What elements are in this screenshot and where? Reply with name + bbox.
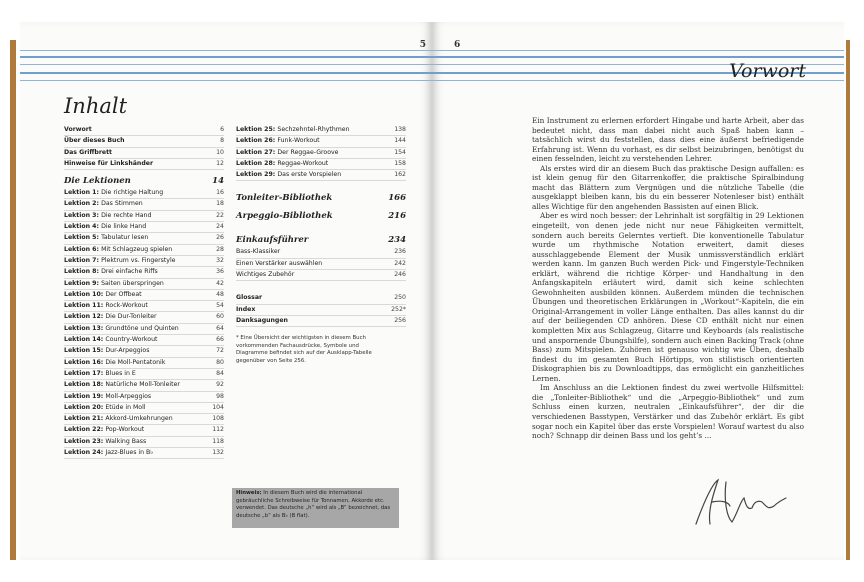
toc-end-row <box>236 293 406 304</box>
header-rule <box>20 56 432 58</box>
toc-lesson-row <box>236 125 406 136</box>
toc-entry-label: Lektion 22: Pop-Workout <box>64 426 145 434</box>
toc-lesson-row <box>64 290 224 301</box>
toc-lesson-row <box>64 279 224 290</box>
toc-front-row <box>64 159 224 170</box>
toc-lessons-list <box>64 188 224 459</box>
toc-entry-page: 16 <box>216 189 224 197</box>
toc-lesson-row <box>64 414 224 425</box>
toc-entry-label: Lektion 21: Akkord-Umkehrungen <box>64 415 173 423</box>
vorwort-paragraph: Ein Instrument zu erlernen erfordert Hingabe und harte Arbeit, aber das bedeutet nicht, dass man dabei nicht auch Spaß haben kann – tatsächlich wirst du feststellen, dass dies eine äußerst befriedigende Erfahrung ist. Wenn du vorhast, es dir selbst beizubringen, benötigst du einen fesselnden, leicht zu verstehenden Lehrer. <box>532 116 804 164</box>
toc-entry-label: Lektion 1: Die richtige Haltung <box>64 189 164 197</box>
toc-entry-label: Lektion 27: Der Reggae-Groove <box>236 148 339 156</box>
toc-lesson-row <box>64 267 224 278</box>
toc-entry-label: Das Griffbrett <box>64 148 113 156</box>
open-book <box>20 22 844 560</box>
toc-entry-page: 54 <box>216 302 224 310</box>
toc-entry-page: 60 <box>216 313 224 321</box>
toc-section-einkauf <box>236 233 406 247</box>
toc-lessons-list-2 <box>236 125 406 181</box>
toc-entry-label: Bass-Klassiker <box>236 248 281 256</box>
toc-lesson-row <box>64 346 224 357</box>
toc-entry-label: Glossar <box>236 294 263 302</box>
vorwort-paragraph: Aber es wird noch besser: der Lehrinhalt ist sorgfältig in 29 Lektionen eingeteilt, von denen jede nicht nur neue Fähigkeiten vermittelt, sondern auch bereits Gelerntes vertieft. Die konventionelle Tabulatur wurde um rhythmische Notation erweitert, damit dieses ausschlaggebende Element der Musik unmissverständlich erklärt werden kann. Im ganzen Buch werden Pick- und Fingerstyle-Techniken erklärt, während die richtige Körper- und Handhaltung in den Anfangskapiteln erläutert wird, damit sich keine schlechten Gewohnheiten ausbilden können. Außerdem münden die technischen Übungen und theoretischen Erklärungen in „Workout“-Kapiteln, die ein Original-Arrangement in voller Länge enthalten. Das alles kannst du dir auf der beiliegenden CD anhören. Diese CD enthält nicht nur einen kompletten Mix aus Schlagzeug, Gitarre und Keyboards (als realistische und anspornende Übungshilfe), sondern auch einen Backing Track (ohne Bass) zum Mitspielen. Zuhören ist genauso wichtig wie Üben, deshalb findest du im gesamten Buch Hörtipps, von stilistisch orientierten Diskographien bis zu Downloadtipps, das ermöglicht ein ganzheitliches Lernen. <box>532 211 804 383</box>
toc-entry-label: Lektion 26: Funk-Workout <box>236 137 320 145</box>
toc-entry-label: Lektion 8: Drei einfache Riffs <box>64 268 158 276</box>
signature-icon <box>682 472 792 532</box>
toc-section-lektionen <box>64 174 224 188</box>
hint-label: Hinweis: <box>236 490 262 496</box>
toc-entry-page: 158 <box>394 159 406 167</box>
toc-entry-label: Lektion 5: Tabulatur lesen <box>64 234 149 242</box>
toc-entry-page: 84 <box>216 369 224 377</box>
toc-entry-page: 36 <box>216 268 224 276</box>
toc-entry-page: 22 <box>216 211 224 219</box>
toc-entry-page: 6 <box>220 126 224 133</box>
toc-bibliotheken <box>236 191 406 223</box>
toc-lesson-row <box>64 188 224 199</box>
toc-lesson-row <box>64 199 224 210</box>
toc-entry-label: Lektion 12: Die Dur-Tonleiter <box>64 313 157 321</box>
toc-front-list <box>64 125 224 170</box>
section-label: Die Lektionen <box>64 176 131 187</box>
toc-entry-label: Lektion 20: Etüde in Moll <box>64 403 146 411</box>
toc-einkauf-row <box>236 259 406 270</box>
toc-lesson-row <box>64 211 224 222</box>
toc-entry-label: Lektion 14: Country-Workout <box>64 336 158 344</box>
toc-lesson-row <box>64 301 224 312</box>
toc-entry-page: 246 <box>394 271 406 279</box>
toc-lesson-row <box>236 148 406 159</box>
toc-lesson-row <box>64 437 224 448</box>
toc-entry-label: Lektion 4: Die linke Hand <box>64 223 147 231</box>
toc-end-row <box>236 316 406 327</box>
header-rule <box>20 50 432 51</box>
toc-lesson-row <box>64 222 224 233</box>
toc-front-row <box>64 136 224 147</box>
toc-entry-label: Lektion 6: Mit Schlagzeug spielen <box>64 245 173 253</box>
toc-entry-page: 18 <box>216 200 224 208</box>
toc-lesson-row <box>64 358 224 369</box>
toc-entry-label: Einen Verstärker auswählen <box>236 259 323 267</box>
toc-lesson-row <box>236 159 406 170</box>
header-rule <box>432 56 844 58</box>
toc-entry-page: 112 <box>212 426 224 434</box>
toc-entry-page: 12 <box>216 159 224 167</box>
toc-lesson-row <box>64 425 224 436</box>
toc-entry-page: 72 <box>216 347 224 355</box>
toc-entry-label: Lektion 19: Moll-Arpeggios <box>64 392 152 400</box>
toc-entry-page: 252* <box>391 305 406 313</box>
toc-entry-label: Danksagungen <box>236 316 288 324</box>
toc-entry-page: 250 <box>394 294 406 302</box>
toc-entry-label: Lektion 13: Grundtöne und Quinten <box>64 324 179 332</box>
toc-entry-page: 92 <box>216 381 224 389</box>
toc-entry-label: Lektion 23: Walking Bass <box>64 437 147 445</box>
toc-entry-label: Lektion 2: Das Stimmen <box>64 200 143 208</box>
section-page: 14 <box>212 176 224 187</box>
toc-entry-label: Lektion 16: Die Moll-Pentatonik <box>64 358 166 366</box>
vorwort-body <box>532 116 804 441</box>
toc-entry-label: Lektion 10: Der Offbeat <box>64 290 142 298</box>
toc-entry-page: 28 <box>216 245 224 253</box>
toc-entry-page: 98 <box>216 392 224 400</box>
hint-box <box>232 488 399 528</box>
toc-column-2 <box>236 125 406 365</box>
toc-title: Inhalt <box>64 94 128 118</box>
toc-einkauf-list <box>236 247 406 281</box>
toc-section-heading: Arpeggio-Bibliothek 216 <box>236 211 406 222</box>
toc-lesson-row <box>64 392 224 403</box>
toc-entry-page: 118 <box>212 437 224 445</box>
toc-entry-label: Lektion 9: Saiten überspringen <box>64 279 164 287</box>
toc-entry-page: 32 <box>216 256 224 264</box>
toc-entry-page: 162 <box>394 171 406 179</box>
toc-entry-label: Lektion 28: Reggae-Workout <box>236 159 329 167</box>
toc-column-1 <box>64 125 224 459</box>
toc-entry-page: 10 <box>216 148 224 156</box>
book-edge-right <box>846 40 850 560</box>
hint-text: In diesem Buch wird die international gebräuchliche Schreibweise für Tonnamen, Akkorde etc. verwendet. Das deutsche „h“ wird als „B“ bezeichnet, das deutsche „b“ als B♭ (B flat). <box>236 490 391 519</box>
toc-entry-label: Vorwort <box>64 126 92 133</box>
toc-entry-page: 66 <box>216 336 224 344</box>
vorwort-title: Vorwort <box>729 60 806 82</box>
toc-entry-page: 236 <box>394 248 406 256</box>
toc-entry-label: Wichtiges Zubehör <box>236 271 295 279</box>
toc-lesson-row <box>236 170 406 181</box>
toc-entry-label: Lektion 11: Rock-Workout <box>64 302 148 310</box>
toc-front-row <box>64 148 224 159</box>
toc-entry-page: 24 <box>216 223 224 231</box>
toc-lesson-row <box>64 256 224 267</box>
page-number-left: 5 <box>419 40 426 50</box>
toc-entry-label: Lektion 17: Blues in E <box>64 369 136 377</box>
toc-front-row <box>64 125 224 136</box>
toc-entry-page: 48 <box>216 290 224 298</box>
toc-entry-label: Über dieses Buch <box>64 137 125 145</box>
toc-lesson-row <box>236 136 406 147</box>
toc-entry-label: Index <box>236 305 256 313</box>
toc-lesson-row <box>64 448 224 459</box>
toc-entry-page: 26 <box>216 234 224 242</box>
header-rule <box>20 64 432 65</box>
toc-entry-label: Lektion 7: Plektrum vs. Fingerstyle <box>64 256 176 264</box>
toc-entry-page: 154 <box>394 148 406 156</box>
toc-entry-page: 144 <box>394 137 406 145</box>
left-page <box>20 22 432 560</box>
header-rule <box>20 80 432 81</box>
toc-entry-page: 64 <box>216 324 224 332</box>
toc-lesson-row <box>64 403 224 414</box>
toc-end-row <box>236 305 406 316</box>
toc-entry-label: Lektion 29: Das erste Vorspielen <box>236 171 342 179</box>
toc-section-heading: Tonleiter-Bibliothek 166 <box>236 193 406 204</box>
toc-entry-label: Lektion 25: Sechzehntel-Rhythmen <box>236 126 350 133</box>
toc-entry-label: Lektion 15: Dur-Arpeggios <box>64 347 150 355</box>
section-page: 234 <box>388 235 406 246</box>
toc-lesson-row <box>64 245 224 256</box>
toc-entry-page: 242 <box>394 259 406 267</box>
toc-einkauf-row <box>236 270 406 281</box>
toc-lesson-row <box>64 335 224 346</box>
toc-einkauf-row <box>236 247 406 258</box>
right-page <box>432 22 844 560</box>
toc-entry-label: Lektion 3: Die rechte Hand <box>64 211 152 219</box>
section-label: Einkaufsführer <box>236 235 309 246</box>
toc-lesson-row <box>64 324 224 335</box>
header-rule <box>432 50 844 51</box>
toc-entry-label: Lektion 18: Natürliche Moll-Tonleiter <box>64 381 180 389</box>
toc-entry-page: 132 <box>212 449 224 457</box>
toc-entry-label: Hinweise für Linkshänder <box>64 159 154 167</box>
toc-entry-page: 108 <box>212 415 224 423</box>
toc-entry-page: 104 <box>212 403 224 411</box>
toc-entry-page: 256 <box>394 316 406 324</box>
toc-entry-page: 42 <box>216 279 224 287</box>
toc-end-list <box>236 293 406 327</box>
vorwort-paragraph: Als erstes wird dir an diesem Buch das praktische Design auffallen: es ist klein genug für den Gitarrenkoffer, die praktische Spiralbindung macht das Blättern zum Vergnügen und die nützliche Tabelle (die ausgeklappt bleiben kann, bis du ein besserer Notenleser bist) enthält alles Wichtige für den angehenden Bassisten auf einen Blick. <box>532 163 804 211</box>
header-rule <box>20 72 432 74</box>
toc-entry-page: 8 <box>220 137 224 145</box>
toc-footnote: * Eine Übersicht der wichtigsten in diesem Buch vorkommenden Fachausdrücke, Symbole und Diagramme befindet sich auf der Ausklapp-Tabelle gegenüber von Seite 256. <box>236 335 372 364</box>
toc-lesson-row <box>64 369 224 380</box>
toc-entry-page: 80 <box>216 358 224 366</box>
toc-entry-label: Lektion 24: Jazz-Blues in B♭ <box>64 449 154 457</box>
toc-entry-page: 138 <box>394 126 406 133</box>
toc-lesson-row <box>64 233 224 244</box>
toc-lesson-row <box>64 312 224 323</box>
vorwort-paragraph: Im Anschluss an die Lektionen findest du zwei wertvolle Hilfsmittel: die „Tonleiter-Bibliothek“ und die „Arpeggio-Bibliothek“ und zum Schluss einen kurzen, neutralen „Einkaufsführer“, der dir die verschiedenen Basstypen, Verstärker und das Zubehör erklärt. Es gibt sogar noch ein Kapitel über das erste Vorspielen! Worauf wartest du also noch? Schnapp dir deinen Bass und los geht’s ... <box>532 383 804 441</box>
page-number-right: 6 <box>454 40 461 50</box>
toc-lesson-row <box>64 380 224 391</box>
book-edge-left <box>10 40 16 560</box>
